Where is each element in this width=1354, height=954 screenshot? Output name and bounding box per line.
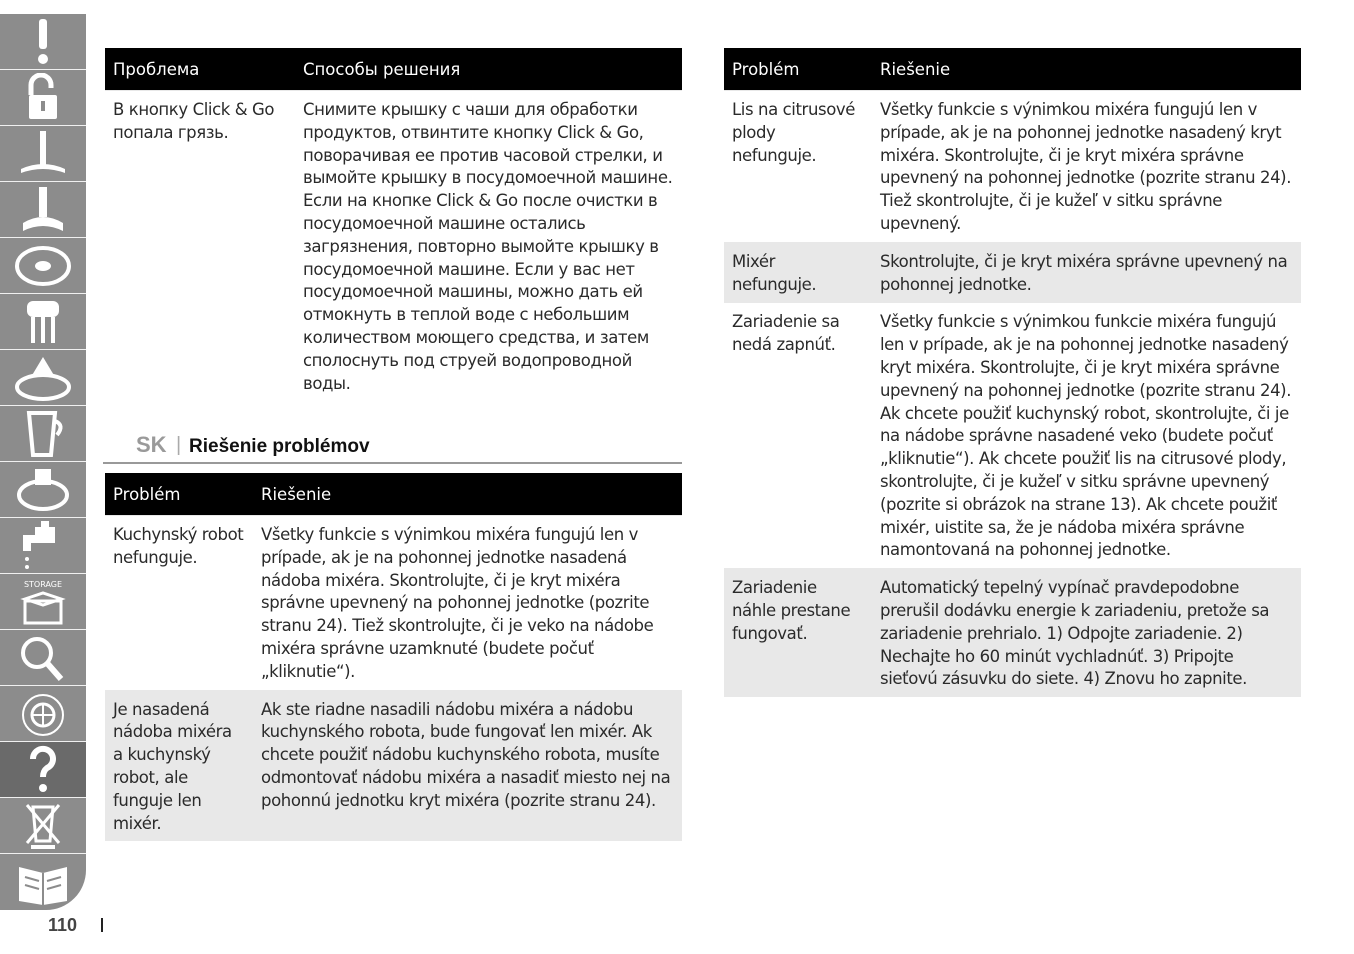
disc-icon[interactable]: [0, 238, 86, 294]
table-row: [105, 91, 682, 402]
book-icon[interactable]: [0, 854, 86, 909]
question-icon[interactable]: [0, 742, 86, 798]
solution-cell: Všetky funkcie s výnimkou funkcie mixéra fungujú len v prípade, ak je na pohonnej jednotke nasadený kryt mixéra. Skontrolujte, či je kryt mixéra správne upevnený na pohonnej jednotke (pozrite stranu 24). Ak chcete použiť kuchynský robot, skontrolujte, či je na nádobe správne nasadené veko (budete počuť „kliknutie“). Ak chcete použiť lis na citrusové plody, skontrolujte, či je kužeľ v sitku správne upevnený (pozrite si obrázok na strane 13). Ak chcete použiť mixér, uistite sa, že je nádoba mixéra správne namontovaná na pohonnej jednotke.: [872, 303, 1301, 569]
solution-cell: Všetky funkcie s výnimkou mixéra fungujú len v prípade, ak je na pohonnej jednotke nasadený kryt mixéra. Skontrolujte, či je kryt mixéra správne upevnený na pohonnej jednotke (pozrite stranu 24). Tiež skontrolujte, či je kužeľ v sitku správne upevnený.: [872, 91, 1301, 243]
column-header-solution: Riešenie: [872, 48, 1301, 91]
ru-troubleshooting-table: [105, 48, 682, 401]
column-header-problem: Проблема: [105, 48, 295, 91]
disposal-icon[interactable]: [0, 798, 86, 854]
column-header-solution: Riešenie: [253, 473, 682, 516]
page-number-divider: [101, 918, 103, 932]
problem-cell: Mixér nefunguje.: [724, 242, 872, 303]
sk-troubleshooting-table-left: [105, 473, 682, 841]
sk-troubleshooting-table-right: [724, 48, 1301, 697]
problem-cell: Lis na citrusové plody nefunguje.: [724, 91, 872, 243]
table-row: [105, 516, 682, 691]
storage-icon[interactable]: [0, 574, 86, 630]
heading-separator: |: [176, 434, 182, 456]
tap-icon[interactable]: [0, 518, 86, 574]
section-title: Riešenie problémov: [189, 436, 370, 457]
citrus-press-icon[interactable]: [0, 350, 86, 406]
language-code: SK: [136, 432, 167, 457]
exclamation-icon[interactable]: [0, 14, 86, 70]
table-row: [724, 303, 1301, 569]
column-header-problem: Problém: [105, 473, 253, 516]
table-row: [105, 690, 682, 841]
column-header-problem: Problém: [724, 48, 872, 91]
table-header-row: [105, 473, 682, 516]
solution-cell: Skontrolujte, či je kryt mixéra správne upevnený na pohonnej jednotke.: [872, 242, 1301, 303]
table-row: [724, 91, 1301, 243]
table-header-row: [724, 48, 1301, 91]
jug-icon[interactable]: [0, 406, 86, 462]
section-heading: [103, 432, 682, 464]
problem-cell: Zariadenie náhle prestane fungovať.: [724, 569, 872, 697]
solution-cell: Všetky funkcie s výnimkou mixéra fungujú len v prípade, ak je na pohonnej jednotke nasadená nádoba mixéra. Skontrolujte, či je kryt mixéra správne upevnený na pohonnej jednotke (pozrite stranu 24). Tiež skontrolujte, či je veko na nádobe mixéra správne uzamknuté (budete počuť „kliknutie“).: [253, 516, 682, 691]
problem-cell: Zariadenie sa nedá zapnúť.: [724, 303, 872, 569]
worldwide-guarantee-icon[interactable]: [0, 686, 86, 742]
grinder-icon[interactable]: [0, 462, 86, 518]
search-icon[interactable]: [0, 630, 86, 686]
solution-cell: Снимите крышку с чаши для обработки продуктов, отвинтите кнопку Click & Go, поворачивая ее против часовой стрелки, и вымойте крышку в посудомоечной машине. Если на кнопке Click & Go после очистки в посудомоечной машине остались загрязнения, повторно вымойте крышку в посудомоечной машине. Если у вас нет посудомоечной машины, можно дать ей отмокнуть в теплой воде с небольшим количеством моющего средства, и затем сполоснуть под струей водопроводной воды.: [295, 91, 682, 402]
table-row: [724, 569, 1301, 697]
dough-blade-icon[interactable]: [0, 182, 86, 238]
blade-icon[interactable]: [0, 126, 86, 182]
table-header-row: [105, 48, 682, 91]
solution-cell: Automatický tepelný vypínač pravdepodobne prerušil dodávku energie k zariadeniu, pretože sa zariadenie prehrialo. 1) Odpojte zariadenie. 2) Nechajte ho 60 minút vychladnúť. 3) Pripojte sieťovú zásuvku do siete. 4) Znovu ho zapnite.: [872, 569, 1301, 697]
solution-cell: Ak ste riadne nasadili nádobu mixéra a nádobu kuchynského robota, bude fungovať len mixér. Ak chcete použiť nádobu kuchynského robota, musíte odmontovať nádobu mixéra a nasadiť miesto nej na pohonnú jednotku kryt mixéra (pozrite stranu 24).: [253, 690, 682, 841]
column-header-solution: Способы решения: [295, 48, 682, 91]
problem-cell: В кнопку Click & Go попала грязь.: [105, 91, 295, 402]
unlock-icon[interactable]: [0, 70, 86, 126]
whisk-icon[interactable]: [0, 294, 86, 350]
page-number: 110: [48, 915, 78, 935]
table-row: [724, 242, 1301, 303]
chapter-sidebar: [0, 14, 86, 910]
svg-text:STORAGE: STORAGE: [23, 579, 63, 589]
problem-cell: Je nasadená nádoba mixéra a kuchynský robot, ale funguje len mixér.: [105, 690, 253, 841]
problem-cell: Kuchynský robot nefunguje.: [105, 516, 253, 691]
